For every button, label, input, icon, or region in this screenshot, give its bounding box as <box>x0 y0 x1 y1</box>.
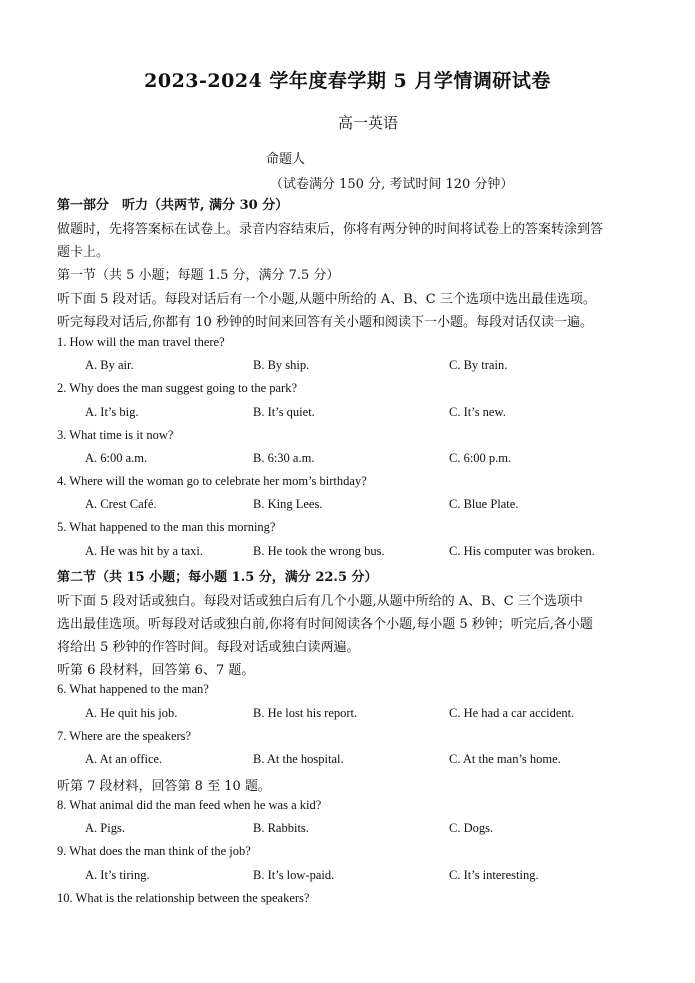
option-c: C. He had a car accident. <box>449 706 575 720</box>
option-b: B. He took the wrong bus. <box>253 544 385 558</box>
question-text: 3. What time is it now? <box>57 428 174 442</box>
option-a: A. He quit his job. <box>85 706 178 720</box>
option-a: A. At an office. <box>85 752 163 766</box>
option-a: A. 6:00 a.m. <box>85 451 148 465</box>
option-c: C. Dogs. <box>449 821 494 835</box>
material-note: 听第 6 段材料，回答第 6、7 题。 <box>57 663 255 678</box>
option-b: B. It’s quiet. <box>253 405 315 419</box>
part1-instruction: 题卡上。 <box>57 245 110 260</box>
page-subtitle: 高一英语 <box>338 114 399 132</box>
section1-heading: 第一节（共 5 小题；每题 1.5 分，满分 7.5 分） <box>57 268 340 283</box>
question-text: 4. Where will the woman go to celebrate her mom’s birthday? <box>57 474 367 488</box>
question-text: 2. Why does the man suggest going to the park? <box>57 381 298 395</box>
option-b: B. By ship. <box>253 358 310 372</box>
option-b: B. He lost his report. <box>253 706 358 720</box>
option-b: B. It’s low-paid. <box>253 868 335 882</box>
option-c: C. 6:00 p.m. <box>449 451 512 465</box>
question-text: 1. How will the man travel there? <box>57 335 225 349</box>
page-title: 2023-2024 学年度春学期 5 月学情调研试卷 <box>144 70 551 92</box>
question-text: 9. What does the man think of the job? <box>57 844 251 858</box>
option-a: A. By air. <box>85 358 134 372</box>
option-c: C. His computer was broken. <box>449 544 595 558</box>
option-c: C. It’s interesting. <box>449 868 539 882</box>
part1-heading: 第一部分 听力（共两节, 满分 30 分） <box>57 198 289 213</box>
section2-instruction: 将给出 5 秒钟的作答时间。每段对话或独白读两遍。 <box>57 640 360 655</box>
author-label: 命题人 <box>266 152 306 167</box>
option-a: A. Pigs. <box>85 821 125 835</box>
option-c: C. It’s new. <box>449 405 506 419</box>
section2-instruction: 选出最佳选项。听每段对话或独白前,你将有时间阅读各个小题,每小题 5 秒钟；听完后,各小题 <box>57 617 593 632</box>
part1-instruction: 做题时，先将答案标在试卷上。录音内容结束后，你将有两分钟的时间将试卷上的答案转涂到答 <box>57 222 604 237</box>
option-c: C. At the man’s home. <box>449 752 561 766</box>
option-b: B. King Lees. <box>253 497 323 511</box>
option-b: B. At the hospital. <box>253 752 344 766</box>
question-text: 7. Where are the speakers? <box>57 729 192 743</box>
section1-instruction: 听完每段对话后,你都有 10 秒钟的时间来回答有关小题和阅读下一小题。每段对话仅读一遍。 <box>57 315 593 330</box>
section1-instruction: 听下面 5 段对话。每段对话后有一个小题,从题中所给的 A、B、C 三个选项中选出最佳选项。 <box>57 292 596 307</box>
question-text: 10. What is the relationship between the speakers? <box>57 891 310 905</box>
question-text: 6. What happened to the man? <box>57 682 209 696</box>
option-b: B. Rabbits. <box>253 821 309 835</box>
question-text: 8. What animal did the man feed when he was a kid? <box>57 798 322 812</box>
option-a: A. It’s big. <box>85 405 139 419</box>
exam-info: （试卷满分 150 分, 考试时间 120 分钟） <box>270 177 514 192</box>
question-text: 5. What happened to the man this morning? <box>57 520 276 534</box>
section2-heading: 第二节（共 15 小题；每小题 1.5 分，满分 22.5 分） <box>57 570 378 585</box>
option-c: C. Blue Plate. <box>449 497 519 511</box>
section2-instruction: 听下面 5 段对话或独白。每段对话或独白后有几个小题,从题中所给的 A、B、C 三个选项中 <box>57 594 583 609</box>
option-b: B. 6:30 a.m. <box>253 451 315 465</box>
material-note: 听第 7 段材料，回答第 8 至 10 题。 <box>57 779 271 794</box>
option-c: C. By train. <box>449 358 508 372</box>
option-a: A. He was hit by a taxi. <box>85 544 204 558</box>
option-a: A. It’s tiring. <box>85 868 150 882</box>
option-a: A. Crest Café. <box>85 497 157 511</box>
